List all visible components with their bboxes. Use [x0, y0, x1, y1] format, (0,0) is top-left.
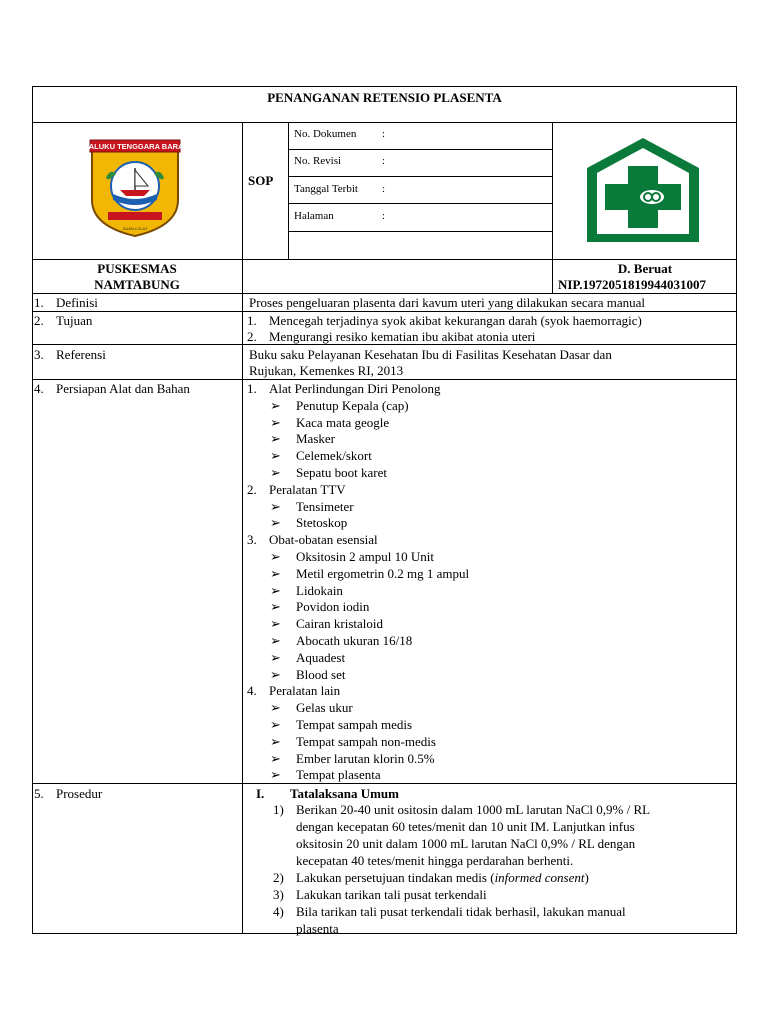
list-item: Mencegah terjadinya syok akibat kekurangan darah (syok haemorragic) [269, 313, 642, 328]
doc-field-sep: : [382, 210, 386, 222]
row-num: 1. [34, 295, 44, 310]
doc-field-sep: : [382, 128, 386, 140]
group-title: Peralatan lain [269, 683, 341, 699]
row-label: Referensi [56, 347, 106, 362]
list-item: Gelas ukur [296, 700, 353, 716]
sop-label: SOP [248, 173, 274, 188]
arrow-bullet-icon: ➢ [270, 633, 281, 648]
arrow-bullet-icon: ➢ [270, 599, 281, 615]
step-text: Bila tarikan tali pusat terkendali tidak berhasil, lakukan manual [296, 904, 626, 919]
arrow-bullet-icon: ➢ [270, 582, 281, 598]
list-item: Blood set [296, 666, 346, 682]
arrow-bullet-icon: ➢ [270, 431, 281, 447]
list-item: Cairan kristaloid [296, 616, 384, 632]
group-title: Obat-obatan esensial [269, 532, 378, 548]
list-item: Tempat plasenta [296, 767, 381, 783]
list-item: Lidokain [296, 582, 343, 598]
org-name [32, 261, 242, 293]
arrow-bullet-icon: ➢ [270, 750, 281, 766]
logo-banner-text: MALUKU TENGGARA BARAT [86, 142, 184, 151]
list-item: Celemek/skort [296, 448, 372, 464]
step-text: Lakukan tarikan tali pusat terkendali [296, 887, 487, 902]
step-text-italic: informed consent [494, 870, 585, 885]
row-label: Definisi [56, 295, 98, 310]
list-item: Mengurangi resiko kematian ibu akibat atonia uteri [269, 329, 536, 344]
arrow-bullet-icon: ➢ [270, 666, 281, 682]
doc-field-label: Tanggal Terbit [294, 183, 358, 195]
list-item: Oksitosin 2 ampul 10 Unit [296, 549, 434, 564]
referensi-text: Rujukan, Kemenkes RI, 2013 [249, 363, 404, 378]
group-num: 4. [247, 683, 257, 699]
doc-field-sep: : [382, 183, 386, 195]
list-item: Aquadest [296, 649, 346, 665]
arrow-bullet-icon: ➢ [270, 616, 281, 632]
group-title: Peralatan TTV [269, 481, 346, 497]
section-title: Tatalaksana Umum [290, 786, 399, 801]
list-item: Tempat sampah non-medis [296, 733, 436, 749]
row-label: Persiapan Alat dan Bahan [56, 381, 190, 396]
org-name-line1: PUSKESMAS [97, 261, 177, 276]
doc-field-label: Halaman [294, 210, 334, 222]
logo-motto-text: DUAN LOLAT [122, 226, 148, 231]
list-item: Masker [296, 431, 335, 447]
row-num: 4. [34, 381, 44, 396]
step-num: 4) [273, 904, 284, 919]
regional-logo [86, 138, 184, 238]
list-item: Penutup Kepala (cap) [296, 397, 409, 413]
group-num: 3. [247, 532, 257, 548]
referensi-text: Buku saku Pelayanan Kesehatan Ibu di Fasilitas Kesehatan Dasar dan [249, 347, 612, 362]
arrow-bullet-icon: ➢ [270, 700, 281, 716]
arrow-bullet-icon: ➢ [270, 465, 281, 480]
list-item: Kaca mata geogle [296, 414, 390, 430]
step-text-part: Lakukan persetujuan tindakan medis ( [296, 870, 495, 885]
list-item: Stetoskop [296, 515, 348, 531]
arrow-bullet-icon: ➢ [270, 733, 281, 749]
page-title: PENANGANAN RETENSIO PLASENTA [267, 90, 502, 105]
arrow-bullet-icon: ➢ [270, 397, 281, 413]
group-title: Alat Perlindungan Diri Penolong [269, 381, 441, 396]
step-text [296, 869, 589, 886]
row-num: 2. [34, 313, 44, 328]
step-num: 3) [273, 887, 284, 902]
arrow-bullet-icon: ➢ [270, 498, 281, 514]
signer-nip-text: NIP.1972051819944031007 [558, 277, 706, 292]
arrow-bullet-icon: ➢ [270, 414, 281, 430]
definisi-text: Proses pengeluaran plasenta dari kavum uteri yang dilakukan secara manual [249, 295, 645, 310]
puskesmas-logo [585, 136, 701, 246]
list-item: Abocath ukuran 16/18 [296, 633, 413, 648]
doc-field-label: No. Revisi [294, 155, 342, 167]
list-item: Metil ergometrin 0.2 mg 1 ampul [296, 565, 470, 581]
step-text: dengan kecepatan 60 tetes/menit dan 10 unit IM. Lanjutkan infus [296, 819, 635, 834]
signer-name: D. Beruat [617, 261, 673, 276]
arrow-bullet-icon: ➢ [270, 649, 281, 665]
group-num: 2. [247, 481, 257, 497]
step-text: plasenta [296, 921, 339, 936]
list-item: Tensimeter [296, 498, 354, 514]
row-label: Prosedur [56, 786, 103, 801]
arrow-bullet-icon: ➢ [270, 767, 281, 783]
arrow-bullet-icon: ➢ [270, 549, 281, 564]
step-text: oksitosin 20 unit dalam 1000 mL larutan NaCl 0,9% / RL dengan [296, 836, 636, 851]
signer-nip [558, 277, 706, 293]
list-item: Tempat sampah medis [296, 717, 413, 732]
list-item: Sepatu boot karet [296, 465, 387, 480]
list-item: Ember larutan klorin 0.5% [296, 750, 435, 766]
group-num: 1. [247, 381, 257, 396]
list-item: Povidon iodin [296, 599, 370, 615]
step-num: 1) [273, 802, 284, 817]
doc-field-label: No. Dokumen [294, 128, 357, 140]
org-name-line2: NAMTABUNG [94, 277, 180, 292]
arrow-bullet-icon: ➢ [270, 565, 281, 581]
list-item-num: 1. [247, 313, 257, 328]
row-num: 3. [34, 347, 44, 362]
row-num: 5. [34, 786, 44, 801]
list-item-num: 2. [247, 329, 257, 344]
step-num: 2) [273, 870, 284, 885]
step-text-part: ) [584, 870, 589, 885]
step-text: kecepatan 40 tetes/menit hingga perdarahan berhenti. [296, 853, 574, 868]
row-label: Tujuan [56, 313, 93, 328]
doc-field-sep: : [382, 155, 386, 167]
section-num: I. [256, 786, 265, 801]
step-text: Berikan 20-40 unit ositosin dalam 1000 mL larutan NaCl 0,9% / RL [296, 802, 651, 817]
arrow-bullet-icon: ➢ [270, 717, 281, 732]
arrow-bullet-icon: ➢ [270, 448, 281, 464]
arrow-bullet-icon: ➢ [270, 515, 281, 531]
